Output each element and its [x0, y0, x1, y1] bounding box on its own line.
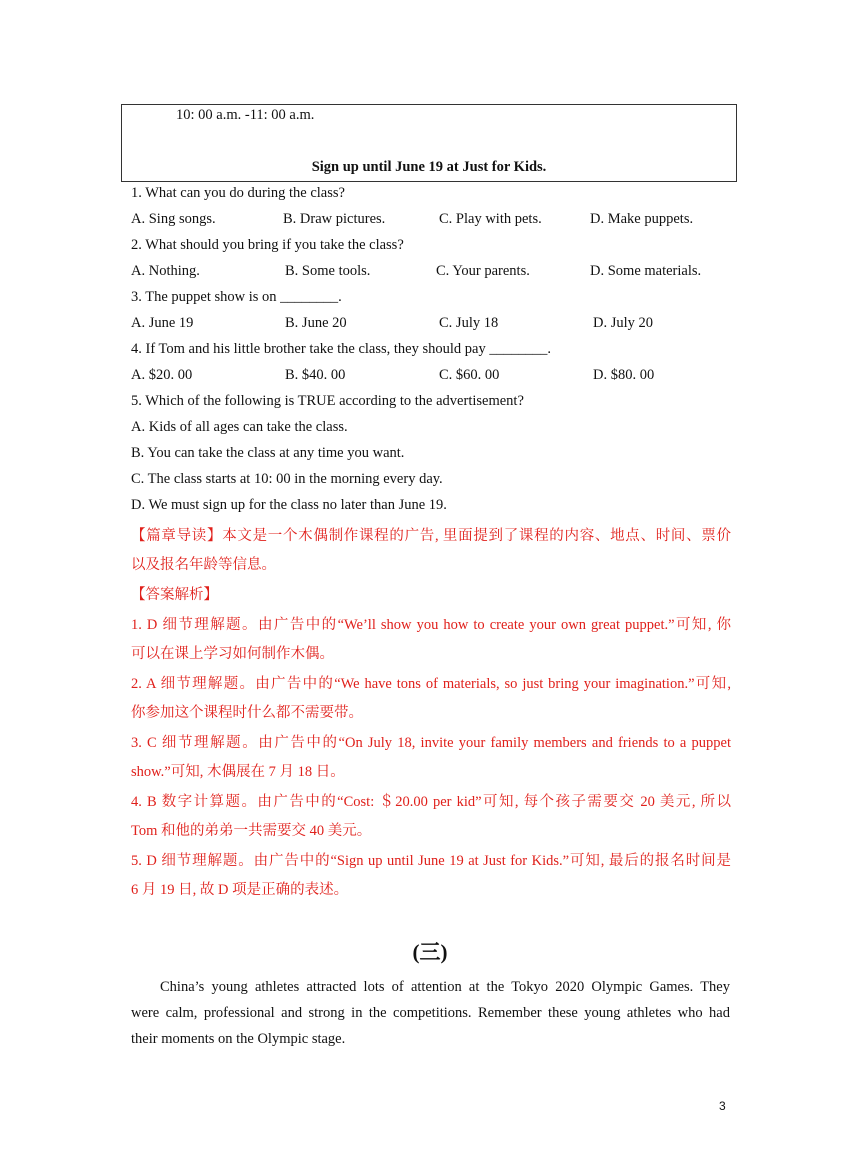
- question-3-option-b: B. June 20: [285, 315, 347, 331]
- question-5-option-d: D. We must sign up for the class no later than June 19.: [131, 497, 447, 513]
- passage-line-3: their moments on the Olympic stage.: [131, 1031, 346, 1047]
- passage-guide-line-1: 【篇章导读】本文是一个木偶制作课程的广告, 里面提到了课程的内容、地点、时间、票价: [131, 528, 731, 544]
- question-1-option-a: A. Sing songs.: [131, 211, 216, 227]
- question-4-option-a: A. $20. 00: [131, 367, 193, 383]
- signup-deadline: Sign up until June 19 at Just for Kids.: [311, 159, 547, 175]
- question-4-option-d: D. $80. 00: [593, 367, 655, 383]
- passage-guide-line-2: 以及报名年龄等信息。: [131, 557, 276, 573]
- question-5-option-b: B. You can take the class at any time you want.: [131, 445, 405, 461]
- answer-1-line-1: 1. D 细节理解题。由广告中的“We’ll show you how to create your own great puppet.”可知, 你: [131, 617, 731, 633]
- answer-3-line-2: show.”可知, 木偶展在 7 月 18 日。: [131, 764, 345, 780]
- answer-4-line-1: 4. B 数字计算题。由广告中的“Cost: ＄20.00 per kid”可知, 每个孩子需要交 20 美元, 所以: [131, 794, 731, 810]
- answer-5-line-1: 5. D 细节理解题。由广告中的“Sign up until June 19 at Just for Kids.”可知, 最后的报名时间是: [131, 853, 731, 869]
- question-3-option-a: A. June 19: [131, 315, 194, 331]
- question-2-option-b: B. Some tools.: [285, 263, 371, 279]
- answer-5-line-2: 6 月 19 日, 故 D 项是正确的表述。: [131, 882, 349, 898]
- answer-analysis-heading: 【答案解析】: [131, 587, 218, 603]
- question-2-option-c: C. Your parents.: [436, 263, 530, 279]
- question-5-stem: 5. Which of the following is TRUE according to the advertisement?: [131, 393, 524, 409]
- question-5-option-a: A. Kids of all ages can take the class.: [131, 419, 348, 435]
- question-1-stem: 1. What can you do during the class?: [131, 185, 345, 201]
- section-title: (三): [412, 940, 448, 964]
- question-2-option-a: A. Nothing.: [131, 263, 200, 279]
- question-4-stem: 4. If Tom and his little brother take the class, they should pay ________.: [131, 341, 551, 357]
- answer-2-line-2: 你参加这个课程时什么都不需要带。: [131, 705, 363, 721]
- advertisement-box: [121, 104, 737, 182]
- question-2-stem: 2. What should you bring if you take the class?: [131, 237, 404, 253]
- question-1-option-b: B. Draw pictures.: [283, 211, 386, 227]
- question-1-option-d: D. Make puppets.: [590, 211, 694, 227]
- passage-line-2: were calm, professional and strong in the competitions. Remember these young athletes who had: [131, 1005, 730, 1021]
- answer-1-line-2: 可以在课上学习如何制作木偶。: [131, 646, 334, 662]
- question-3-option-c: C. July 18: [439, 315, 499, 331]
- question-2-option-d: D. Some materials.: [590, 263, 702, 279]
- question-4-option-b: B. $40. 00: [285, 367, 346, 383]
- question-3-option-d: D. July 20: [593, 315, 654, 331]
- answer-3-line-1: 3. C 细节理解题。由广告中的“On July 18, invite your family members and friends to a puppet: [131, 735, 731, 751]
- question-3-stem: 3. The puppet show is on ________.: [131, 289, 342, 305]
- answer-2-line-1: 2. A 细节理解题。由广告中的“We have tons of materials, so just bring your imagination.”可知,: [131, 676, 731, 692]
- passage-line-1: China’s young athletes attracted lots of attention at the Tokyo 2020 Olympic Games. They: [160, 979, 730, 995]
- page-number: 3: [719, 1099, 726, 1113]
- question-4-option-c: C. $60. 00: [439, 367, 500, 383]
- question-1-option-c: C. Play with pets.: [439, 211, 542, 227]
- answer-4-line-2: Tom 和他的弟弟一共需要交 40 美元。: [131, 823, 372, 839]
- class-time: 10: 00 a.m. -11: 00 a.m.: [176, 107, 315, 123]
- question-5-option-c: C. The class starts at 10: 00 in the morning every day.: [131, 471, 443, 487]
